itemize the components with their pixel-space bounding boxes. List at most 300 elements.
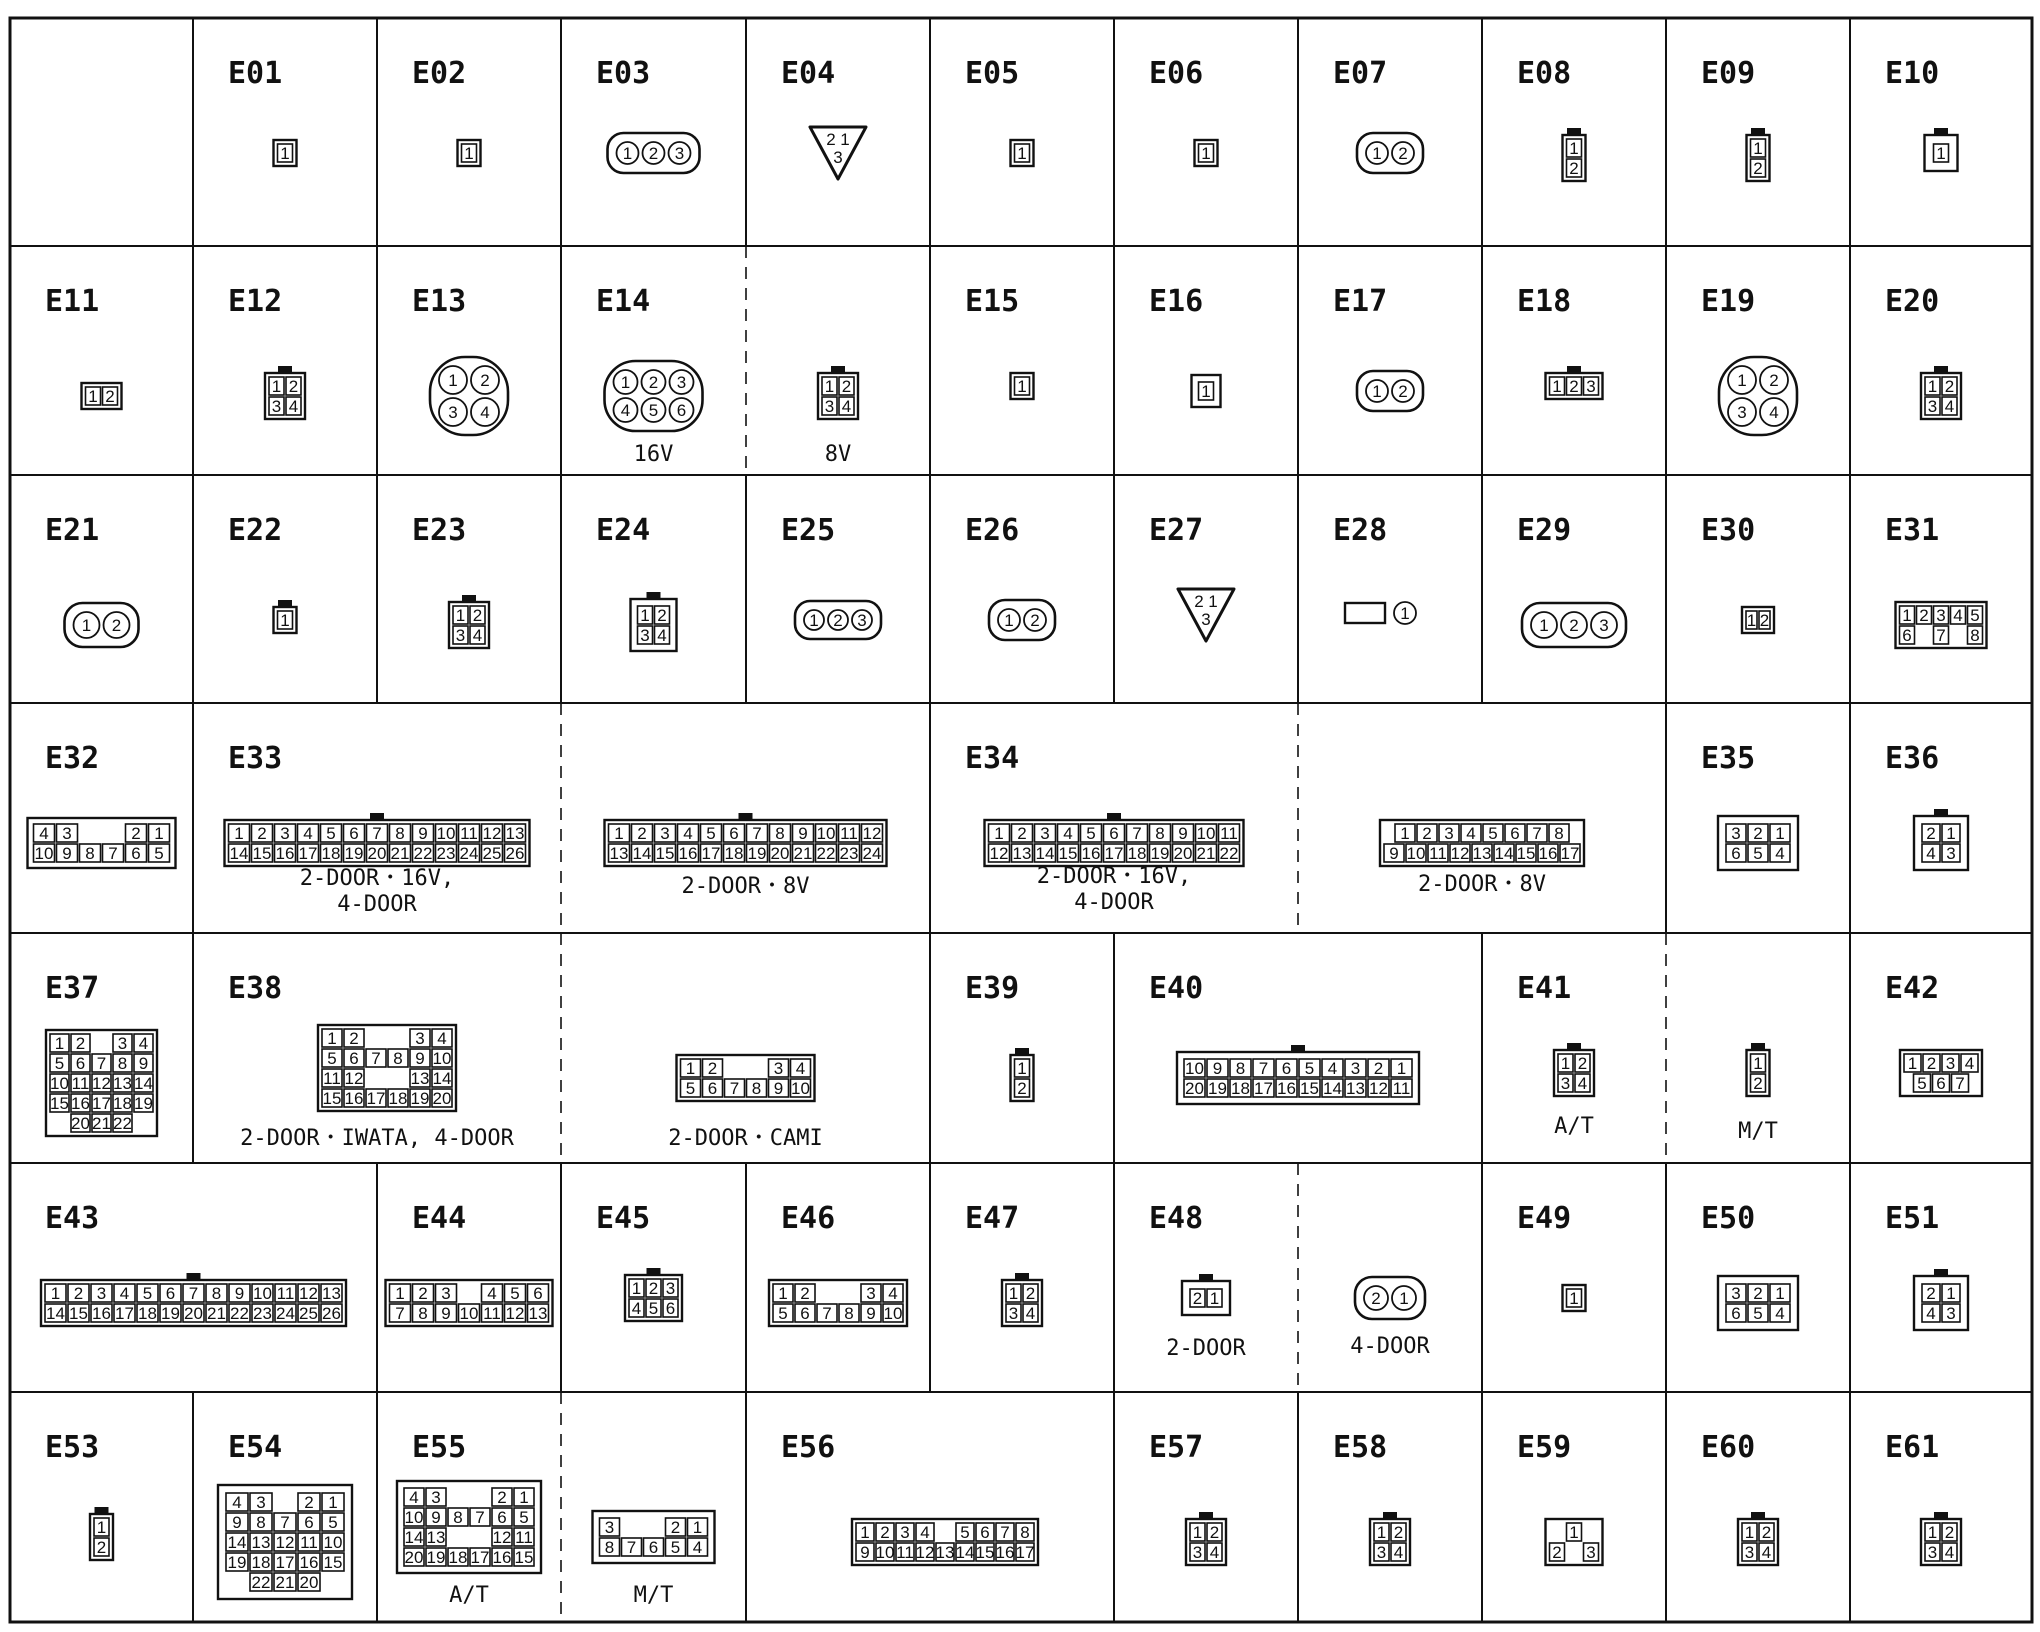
pin-number: 1 — [1209, 1289, 1220, 1308]
connector-e46 — [769, 1201, 907, 1326]
connector-id: E33 — [228, 741, 283, 776]
pin-number: 17 — [1104, 844, 1124, 863]
pin-number: 7 — [1258, 1059, 1269, 1078]
pin-number: 26 — [505, 844, 525, 863]
pin-number: 12 — [299, 1284, 318, 1303]
pin-number: 12 — [482, 824, 502, 843]
pin-number: 3 — [866, 1284, 876, 1303]
pin-number: 11 — [323, 1069, 341, 1088]
pin-number: 10 — [883, 1304, 903, 1323]
pin-number: 6 — [304, 1513, 314, 1532]
pin-number: 3 — [857, 611, 867, 630]
connector-e20 — [1885, 284, 1961, 419]
pin-number: 3 — [1586, 377, 1596, 396]
pin-number: 3 — [604, 1518, 615, 1537]
pin-number: 23 — [253, 1304, 272, 1323]
pin-number: 1 — [622, 144, 633, 163]
pin-number: 3 — [1008, 1304, 1019, 1323]
pin-number: 4 — [39, 824, 49, 843]
connector-e26 — [965, 513, 1055, 640]
connector-id: E04 — [781, 56, 836, 91]
pin-number: 9 — [232, 1513, 242, 1532]
connector-id: E40 — [1149, 971, 1204, 1006]
pin-number: 14 — [432, 1069, 452, 1088]
pin-number: 2 — [800, 1284, 810, 1303]
pin-number: 1 — [96, 1518, 107, 1537]
pin-number: 7 — [729, 1079, 740, 1098]
pin-number: 17 — [470, 1548, 490, 1567]
pin-number: 3 — [1946, 844, 1956, 863]
pin-number: 14 — [404, 1528, 424, 1547]
pin-number: 10 — [432, 1049, 452, 1068]
pin-number: 1 — [1539, 616, 1549, 635]
pin-number: 2 — [1373, 1059, 1384, 1078]
pin-number: 14 — [1035, 844, 1055, 863]
variant-label: A/T — [1554, 1114, 1594, 1139]
connector-id: E49 — [1517, 1201, 1572, 1236]
connector-e28 — [1333, 513, 1416, 624]
pin-number: 3 — [1945, 1054, 1956, 1073]
pin-number: 1 — [620, 373, 631, 392]
pin-number: 15 — [975, 1543, 995, 1562]
pin-number: 1 — [1946, 824, 1956, 843]
pin-number: 4 — [888, 1284, 898, 1303]
connector-e61 — [1885, 1430, 1961, 1565]
pin-number: 5 — [1917, 1074, 1927, 1093]
pin-number: 8 — [1235, 1059, 1246, 1078]
connector-id: E39 — [965, 971, 1020, 1006]
pin-number: 2 — [257, 824, 267, 843]
pin-number: 22 — [113, 1114, 132, 1133]
pin-number: 3 — [1599, 616, 1609, 635]
connector-id: E10 — [1885, 56, 1940, 91]
pin-number: 7 — [1955, 1074, 1965, 1093]
pin-number: 22 — [413, 844, 433, 863]
pin-number: 1 — [614, 824, 624, 843]
pin-number: 4 — [1466, 824, 1476, 843]
pin-number: 1 — [1004, 611, 1014, 630]
pin-number: 23 — [839, 844, 859, 863]
pin-number: 4 — [1327, 1059, 1338, 1078]
pin-number: 5 — [685, 1079, 696, 1098]
pin-number: 20 — [367, 844, 387, 863]
locking-tab — [647, 592, 661, 599]
pin-number: 2 — [1759, 611, 1770, 630]
connector-id: E01 — [228, 56, 283, 91]
pin-number: 1 — [778, 1284, 788, 1303]
pin-number: 2 — [73, 1284, 84, 1303]
pin-number: 14 — [632, 844, 652, 863]
pin-number: 18 — [113, 1094, 132, 1113]
locking-tab — [1567, 366, 1581, 373]
pin-number: 22 — [1219, 844, 1239, 863]
pin-number: 20 — [1185, 1079, 1204, 1098]
pin-number: 1 — [1737, 371, 1747, 390]
connector-housing — [1182, 1281, 1230, 1315]
connector-e39 — [965, 971, 1034, 1101]
pin-number: 1 — [1936, 144, 1946, 163]
pin-number: 5 — [1304, 1059, 1315, 1078]
connector-e51 — [1885, 1201, 1968, 1330]
connector-e23 — [412, 513, 489, 648]
pin-number: 6 — [729, 824, 739, 843]
connector-id: E61 — [1885, 1430, 1940, 1465]
locking-tab — [1751, 1043, 1765, 1050]
pin-number: 16 — [299, 1553, 319, 1572]
round-housing — [430, 357, 508, 435]
pin-number: 13 — [505, 824, 525, 843]
pin-number: 15 — [69, 1304, 88, 1323]
pin-number: 9 — [773, 1079, 784, 1098]
locking-tab — [1934, 1512, 1948, 1519]
pin-number: 5 — [670, 1538, 681, 1557]
variant-label: 4-DOOR — [1350, 1334, 1430, 1359]
connector-id: E45 — [596, 1201, 651, 1236]
pin-number: 22 — [251, 1573, 271, 1592]
connector-e45 — [596, 1201, 682, 1321]
pin-number: 5 — [326, 824, 336, 843]
pin-number: 2 — [1030, 611, 1040, 630]
pin-number: 11 — [276, 1284, 295, 1303]
pin-number: 4 — [1926, 1304, 1936, 1323]
pin-number: 5 — [1753, 844, 1763, 863]
connector-e17 — [1333, 284, 1423, 411]
pin-number: 5 — [778, 1304, 788, 1323]
pin-number: 1 — [395, 1284, 405, 1303]
pin-number: 1 — [1400, 604, 1410, 623]
pin-number: 10 — [253, 1284, 272, 1303]
connector-e43 — [41, 1201, 346, 1326]
variant-label: 2-DOOR・16V, — [299, 866, 455, 891]
pin-number: 3 — [431, 1488, 441, 1507]
locking-tab — [1567, 1043, 1581, 1050]
pin-number: 6 — [497, 1508, 507, 1527]
pin-number: 3 — [1737, 403, 1747, 422]
locking-tab — [1015, 1273, 1029, 1280]
connector-e07 — [1333, 56, 1423, 173]
connector-e38 — [228, 971, 823, 1151]
pin-number: 6 — [676, 401, 687, 420]
pin-number: 2 — [1577, 1054, 1588, 1073]
pin-number: 17 — [366, 1089, 386, 1108]
pin-number: 4 — [1953, 606, 1963, 625]
connector-e40 — [1149, 971, 1419, 1104]
pin-number: 8 — [453, 1508, 463, 1527]
pin-number: 2 — [1398, 382, 1408, 401]
locking-tab — [1199, 1512, 1213, 1519]
pin-number: 8 — [211, 1284, 222, 1303]
pin-number: 1 — [154, 824, 164, 843]
pin-number: 13 — [426, 1528, 446, 1547]
pin-number: 17 — [701, 844, 721, 863]
pin-number: 3 — [676, 373, 687, 392]
variant-label: 2-DOOR・CAMI — [668, 1126, 823, 1151]
locking-tab — [1934, 128, 1948, 135]
pin-number: 12 — [862, 824, 882, 843]
pin-number: 2 — [1926, 1054, 1937, 1073]
connector-id: E32 — [45, 741, 100, 776]
pin-number: 15 — [50, 1094, 69, 1113]
connector-id: E15 — [965, 284, 1020, 319]
pin-number: 5 — [1753, 1304, 1763, 1323]
locking-tab — [1291, 1045, 1305, 1052]
connector-id: E23 — [412, 513, 467, 548]
variant-label: 2-DOOR・8V — [681, 874, 810, 899]
connector-e08 — [1517, 56, 1586, 181]
pin-number: 1 — [1208, 592, 1218, 611]
pin-number: 15 — [514, 1548, 534, 1567]
connector-e55 — [397, 1430, 715, 1608]
pin-number: 5 — [54, 1054, 65, 1073]
pin-number: 2 — [1761, 1523, 1772, 1542]
pin-number: 4 — [1209, 1543, 1220, 1562]
pin-number: 20 — [432, 1089, 452, 1108]
pin-number: 10 — [50, 1074, 69, 1093]
pin-number: 12 — [492, 1528, 512, 1547]
locking-tab — [1751, 128, 1765, 135]
pin-number: 7 — [371, 1049, 381, 1068]
pin-number: 14 — [134, 1074, 153, 1093]
pin-number: 7 — [752, 824, 762, 843]
pin-number: 5 — [1086, 824, 1096, 843]
pin-number: 5 — [960, 1523, 970, 1542]
connector-id: E22 — [228, 513, 283, 548]
pin-number: 21 — [92, 1114, 111, 1133]
pin-number: 19 — [134, 1094, 153, 1113]
pin-number: 2 — [1422, 824, 1432, 843]
pin-number: 8 — [1970, 626, 1980, 645]
pin-number: 1 — [455, 606, 466, 625]
pin-number: 25 — [299, 1304, 318, 1323]
connector-id: E47 — [965, 1201, 1020, 1236]
pin-number: 16 — [995, 1543, 1015, 1562]
pin-number: 5 — [142, 1284, 153, 1303]
pin-number: 1 — [1372, 144, 1382, 163]
pin-number: 2 — [288, 377, 299, 396]
pin-number: 5 — [519, 1508, 529, 1527]
pin-number: 8 — [395, 824, 405, 843]
pin-number: 4 — [841, 397, 852, 416]
pin-number: 3 — [441, 1284, 451, 1303]
pin-number: 1 — [1775, 1284, 1785, 1303]
pin-number: 18 — [321, 844, 341, 863]
connector-e32 — [28, 741, 176, 868]
variant-label: 2-DOOR・16V, — [1036, 864, 1192, 889]
connector-id: E17 — [1333, 284, 1388, 319]
connector-id: E34 — [965, 741, 1020, 776]
pin-number: 1 — [1569, 1289, 1579, 1308]
pin-number: 19 — [1150, 844, 1170, 863]
pin-number: 2 — [648, 144, 659, 163]
pin-number: 1 — [809, 611, 819, 630]
pin-number: 5 — [327, 1049, 337, 1068]
pin-number: 16 — [1277, 1079, 1296, 1098]
pin-number: 1 — [640, 606, 650, 625]
pin-number: 10 — [1406, 844, 1426, 863]
connector-id: E43 — [45, 1201, 100, 1236]
pin-number: 1 — [1201, 382, 1211, 401]
pin-number: 2 — [1393, 1523, 1404, 1542]
pin-number: 24 — [459, 844, 479, 863]
pin-number: 4 — [1393, 1543, 1404, 1562]
pin-number: 11 — [483, 1304, 501, 1323]
connector-id: E29 — [1517, 513, 1572, 548]
pin-number: 1 — [824, 377, 835, 396]
connector-e05 — [965, 56, 1034, 166]
locking-tab — [1015, 1048, 1029, 1055]
pin-number: 18 — [251, 1553, 271, 1572]
pin-number: 4 — [1944, 397, 1955, 416]
pin-number: 11 — [71, 1074, 90, 1093]
pin-number: 7 — [1936, 626, 1946, 645]
pin-number: 10 — [323, 1533, 343, 1552]
connector-id: E37 — [45, 971, 100, 1006]
pin-number: 3 — [271, 397, 282, 416]
connector-e49 — [1517, 1201, 1586, 1311]
pin-number: 21 — [207, 1304, 226, 1323]
pin-number: 5 — [1970, 606, 1980, 625]
pin-number: 8 — [775, 824, 785, 843]
connector-id: E42 — [1885, 971, 1940, 1006]
connector-id: E48 — [1149, 1201, 1204, 1236]
connector-id: E09 — [1701, 56, 1756, 91]
pin-number: 2 — [1753, 1074, 1763, 1093]
locking-tab — [1934, 1269, 1948, 1276]
pin-number: 13 — [1012, 844, 1032, 863]
pin-number: 11 — [515, 1528, 533, 1547]
connector-e15 — [965, 284, 1034, 399]
connector-id: E38 — [228, 971, 283, 1006]
pin-number: 2 — [1017, 824, 1027, 843]
pin-number: 2 — [1926, 824, 1936, 843]
locking-tab — [278, 600, 292, 607]
pin-number: 9 — [441, 1304, 451, 1323]
pin-number: 3 — [62, 824, 72, 843]
connector-e60 — [1701, 1430, 1778, 1565]
pin-number: 3 — [1927, 1543, 1938, 1562]
connector-id: E35 — [1701, 741, 1756, 776]
pin-number: 17 — [275, 1553, 295, 1572]
pin-number: 4 — [795, 1059, 806, 1078]
pin-number: 6 — [1731, 1304, 1741, 1323]
pin-number: 10 — [875, 1543, 895, 1562]
pin-number: 10 — [404, 1508, 424, 1527]
connector-e57 — [1149, 1430, 1226, 1565]
pin-number: 21 — [1196, 844, 1216, 863]
pin-number: 13 — [528, 1304, 548, 1323]
connector-e34 — [965, 741, 1584, 915]
pin-number: 1 — [280, 144, 290, 163]
pin-number: 9 — [62, 844, 72, 863]
pin-number: 1 — [1017, 1059, 1027, 1078]
connector-id: E19 — [1701, 284, 1756, 319]
pin-number: 1 — [685, 1059, 696, 1078]
pin-number: 1 — [519, 1488, 529, 1507]
pin-number: 2 — [349, 1029, 359, 1048]
pin-number: 14 — [1494, 844, 1514, 863]
connector-id: E13 — [412, 284, 467, 319]
connector-id: E05 — [965, 56, 1020, 91]
variant-label: M/T — [1738, 1119, 1778, 1144]
variant-label: 2-DOOR — [1166, 1336, 1246, 1361]
pin-number: 4 — [692, 1538, 703, 1557]
pin-number: 24 — [862, 844, 882, 863]
variant-label: 16V — [633, 442, 674, 467]
pin-number: 5 — [648, 1299, 659, 1318]
connector-e10 — [1885, 56, 1958, 171]
pin-number: 19 — [1208, 1079, 1227, 1098]
pin-number: 13 — [410, 1069, 430, 1088]
pin-number: 15 — [655, 844, 675, 863]
pin-number: 17 — [115, 1304, 134, 1323]
pin-number: 12 — [989, 844, 1009, 863]
connector-id: E59 — [1517, 1430, 1572, 1465]
pin-number: 4 — [920, 1523, 930, 1542]
pin-number: 2 — [472, 606, 483, 625]
pin-number: 11 — [300, 1533, 318, 1552]
pin-number: 8 — [117, 1054, 128, 1073]
connector-e13 — [412, 284, 508, 435]
pin-number: 3 — [900, 1523, 910, 1542]
pin-number: 10 — [459, 1304, 479, 1323]
pin-number: 2 — [637, 824, 647, 843]
locking-tab — [278, 366, 292, 373]
pin-number: 19 — [161, 1304, 180, 1323]
pin-number: 9 — [860, 1543, 870, 1562]
connector-e14 — [596, 284, 858, 467]
locking-tab — [1199, 1274, 1213, 1281]
pin-number: 2 — [1209, 1523, 1220, 1542]
pin-number: 16 — [92, 1304, 111, 1323]
pin-number: 12 — [1369, 1079, 1388, 1098]
pin-number: 1 — [1560, 1054, 1571, 1073]
pin-number: 16 — [71, 1094, 90, 1113]
pin-number: 5 — [510, 1284, 520, 1303]
variant-label: 2-DOOR・IWATA, 4-DOOR — [240, 1126, 514, 1151]
pin-number: 2 — [670, 1518, 681, 1537]
pin-number: 1 — [1201, 144, 1211, 163]
connector-e16 — [1149, 284, 1221, 407]
pin-number: 3 — [833, 148, 843, 167]
pin-number: 9 — [866, 1304, 876, 1323]
connector-e03 — [596, 56, 700, 173]
pin-number: 23 — [436, 844, 456, 863]
connector-id: E11 — [45, 284, 100, 319]
pin-number: 3 — [1744, 1543, 1755, 1562]
pin-number: 14 — [229, 844, 249, 863]
variant-label: 8V — [824, 442, 852, 467]
pin-number: 1 — [50, 1284, 61, 1303]
pin-number: 8 — [256, 1513, 266, 1532]
pin-number: 21 — [275, 1573, 295, 1592]
connector-e22 — [228, 513, 297, 633]
pin-number: 3 — [824, 397, 835, 416]
pin-number: 14 — [227, 1533, 247, 1552]
connector-e18 — [1517, 284, 1603, 399]
variant-label: 2-DOOR・8V — [1418, 872, 1546, 897]
connector-e25 — [781, 513, 881, 639]
connector-e31 — [1885, 513, 1987, 648]
pin-number: 2 — [96, 1538, 107, 1557]
pin-number: 1 — [1017, 377, 1027, 396]
pin-number: 3 — [280, 824, 290, 843]
locking-tab — [831, 366, 845, 373]
pin-number: 1 — [1927, 377, 1938, 396]
pin-number: 2 — [111, 616, 122, 635]
pin-number: 1 — [1753, 139, 1763, 158]
pin-number: 12 — [505, 1304, 525, 1323]
pin-number: 2 — [1753, 159, 1763, 178]
